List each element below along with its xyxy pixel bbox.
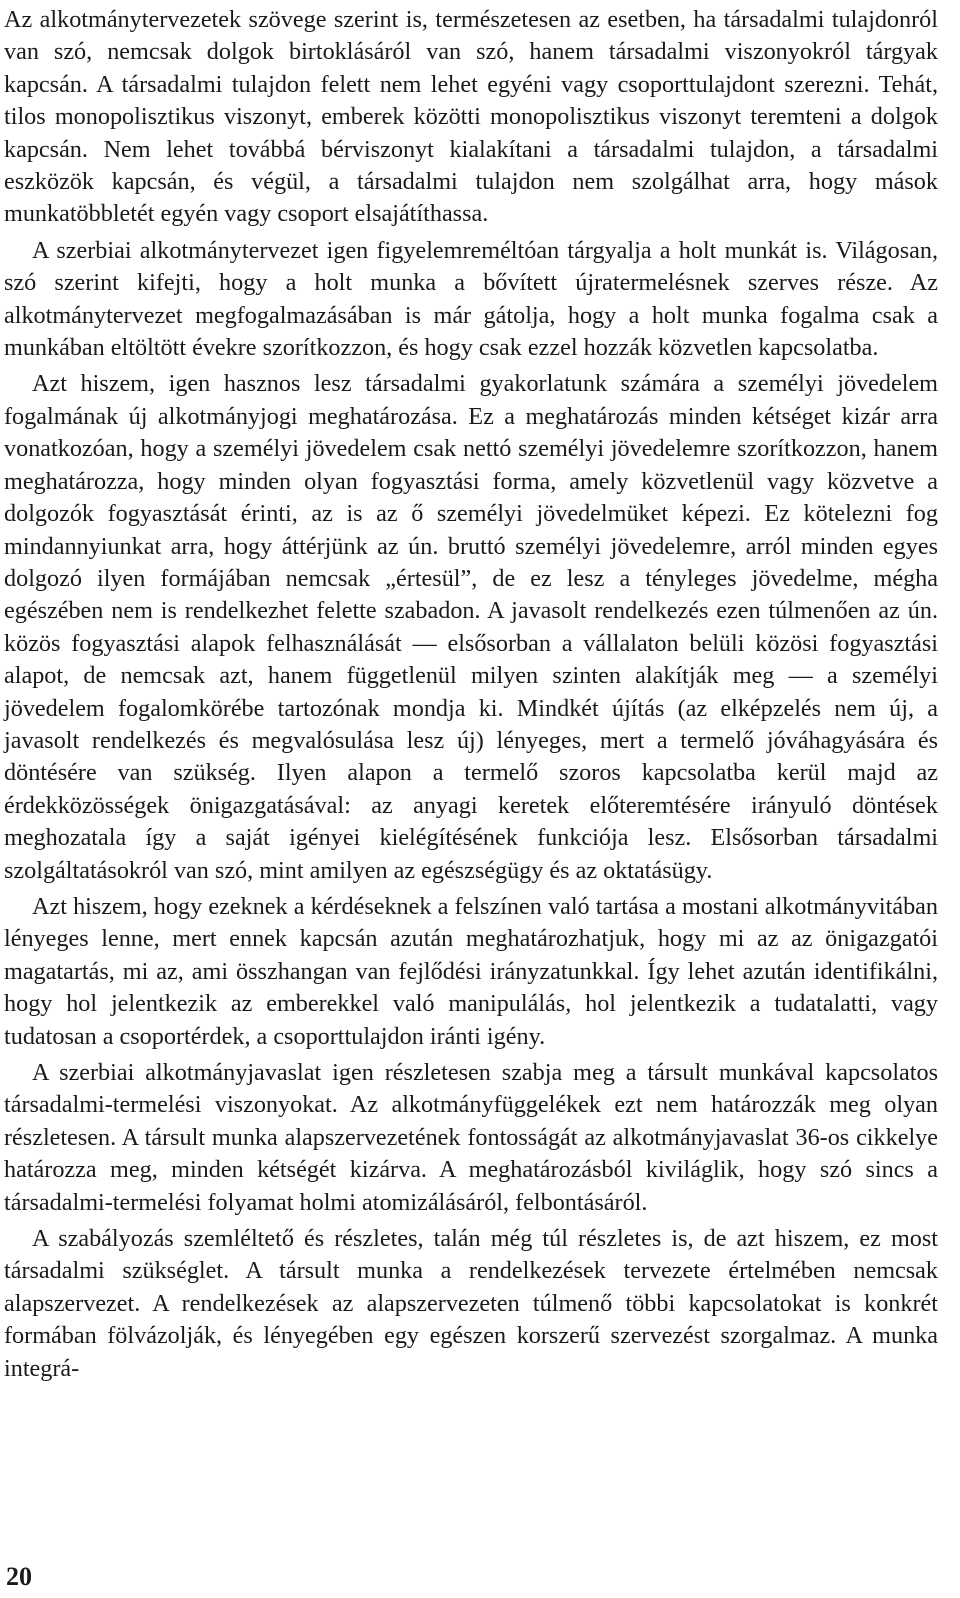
paragraph: Az alkotmánytervezetek szövege szerint is, természetesen az esetben, ha társadalmi tulajdonról van szó, nemcsak dolgok birtoklásáról van szó, hanem társadalmi viszonyokról tárgyak kapcsán. A társadalmi tulajdon felett nem lehet egyéni vagy csoporttulajdont szerezni. Tehát, tilos monopolisztikus viszonyt, emberek közötti monopolisztikus viszonyt teremteni a dolgok kapcsán. Nem lehet továbbá bérviszonyt kialakítani a társadalmi tulajdon, a társadalmi eszközök kapcsán, és végül, a társadalmi tulajdon nem szolgálhat arra, hogy mások munkatöbbletét egyén vagy csoport elsajátíthassa. [4, 6, 938, 228]
paragraph: A szabályozás szemléltető és részletes, talán még túl részletes is, de azt hiszem, ez most társadalmi szükséglet. A társult munka a rendelkezések tervezete értelmében nemcsak alapszervezet. A rendelkezések az alapszervezeten túlmenő többi kapcsolatokat is konkrét formában fölvázolják, és lényegében egy egészen korszerű szervezést szorgalmaz. A munka integrá- [4, 1225, 938, 1382]
paragraph: Azt hiszem, hogy ezeknek a kérdéseknek a felszínen való tartása a mostani alkotmányvitában lényeges lenne, mert ennek kapcsán azután meghatározhatjuk, hogy mi az az önigazgatói magatartás, mi az, ami összhangan van fejlődési irányzatunkkal. Így lehet azután identifikálni, hogy hol jelentkezik az emberekkel való manipulálás, hol jelentkezik a tudatalatti, vagy tudatosan a csoportérdek, a csoporttulajdon iránti igény. [4, 892, 938, 1050]
page-number: 20 [6, 1562, 32, 1591]
paragraph: Azt hiszem, igen hasznos lesz társadalmi gyakorlatunk számára a személyi jövedelem fogalmának új alkotmányjogi meghatározása. Ez a meghatározás minden kétséget kizár arra vonatkozóan, hogy a személyi jövedelem csak nettó személyi jövedelemre szorítkozzon, hanem meghatározza, hogy minden olyan fogyasztási forma, amely közvetlenül vagy közvetve a dolgozók fogyasztását érinti, az is az ő személyi jövedelmüket képezi. Ez kötelezni fog mindannyiunkat arra, hogy áttérjünk az ún. bruttó személyi jövedelemre, arról minden egyes dolgozó ilyen formájában nemcsak „értesül”, de ez lesz a tényleges jövedelme, mégha egészében nem is rendelkezhet felette szabadon. A javasolt rendelkezés ezen túlmenően az ún. közös fogyasztási alapok felhasználását — elsősorban a vállalaton belüli közösi fogyasztási alapot, de nemcsak azt, hanem függetlenül milyen szinten alakítják meg — a személyi jövedelem fogalomkörébe tartozónak mondja ki. Mindkét újítás (az elképzelés nem új, a javasolt rendelkezés és megvalósulása lesz új) lényeges, mert a termelő jóváhagyására és döntésére van szükség. Ilyen alapon a termelő szoros kapcsolatba kerül majd az érdekközösségek önigazgatásával: az anyagi keretek előteremtésére irányuló döntések meghozatala így a saját igényei kielégítésének funkciója lesz. Elsősorban társadalmi szolgáltatásokról van szó, mint amilyen az egészségügy és az oktatásügy. [4, 370, 938, 884]
paragraph: A szerbiai alkotmányjavaslat igen részletesen szabja meg a társult munkával kapcsolatos társadalmi-termelési viszonyokat. Az alkotmányfüggelékek ezt nem határozzák meg olyan részletesen. A társult munka alapszervezetének fontosságát az alkotmányjavaslat 36-os cikkelye határozza meg, minden kétségét kizárva. A meghatározásból kiviláglik, hogy szó sincs a társadalmi-termelési folyamat holmi atomizálásáról, felbontásáról. [4, 1059, 938, 1216]
paragraph: A szerbiai alkotmánytervezet igen figyelemreméltóan tárgyalja a holt munkát is. Világosan, szó szerint kifejti, hogy a holt munka a bővített újratermelésnek szerves része. Az alkotmánytervezet megfogalmazásában is már gátolja, hogy a holt munka fogalma csak a munkában eltöltött évekre szorítkozzon, és hogy csak ezzel hozzák közvetlen kapcsolatba. [4, 236, 938, 362]
